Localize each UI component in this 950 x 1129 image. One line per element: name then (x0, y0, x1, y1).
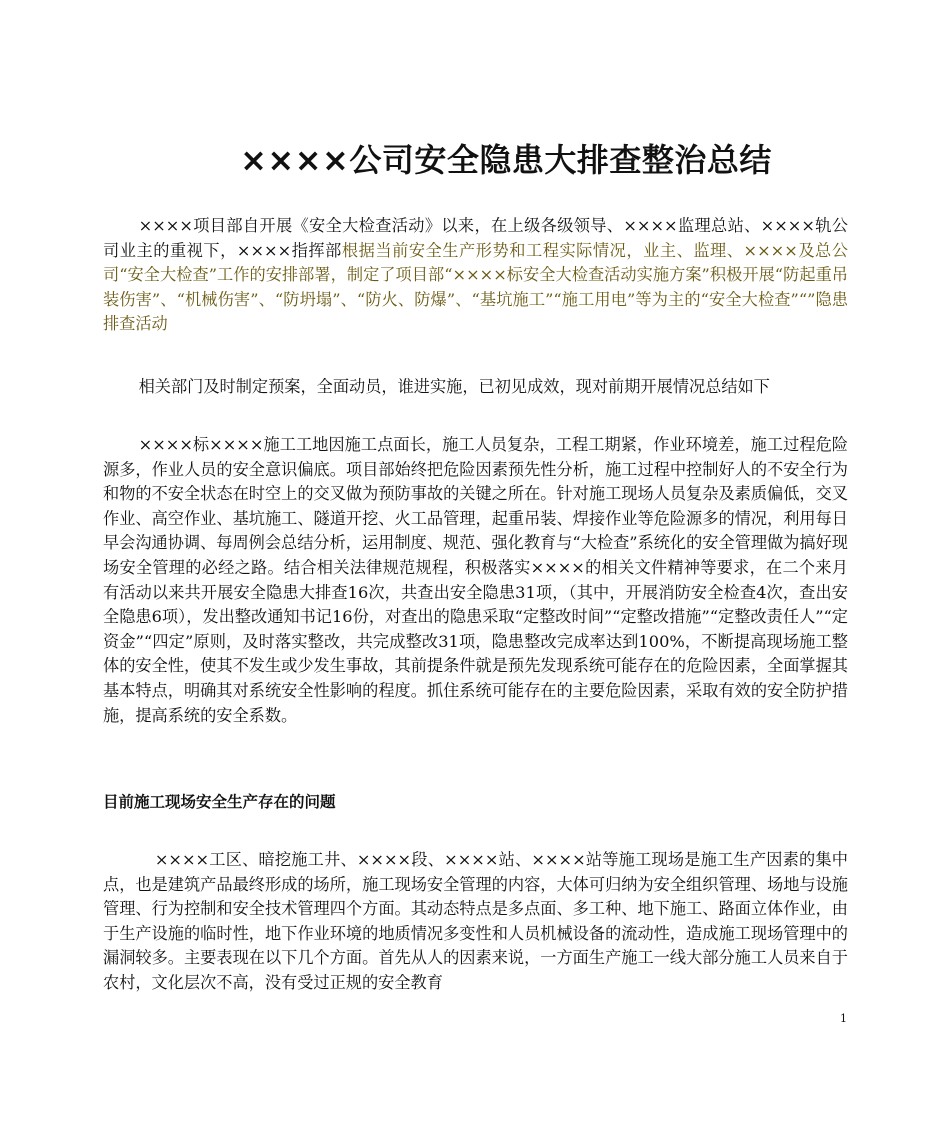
intro-paragraph-part-b: 根据当前安全生产形势和工程实际情况，业主、监理、××××及总公司“安全大检查”工作的安排部署，制定了项目部“××××标安全大检查活动实施方案”积极开展“防起重吊装伤害”、“机械伤害”、“防坍塌”、“防火、防爆”、“基坑施工”“施工用电”等为主的“安全大检查”“”隐患排查活动 (103, 240, 848, 334)
site-problems-paragraph: ××××工区、暗挖施工井、××××段、××××站、××××站等施工现场是施工生产因素的集中点，也是建筑产品最终形成的场所，施工现场安全管理的内容，大体可归纳为安全组织管理、场地与设施管理、行为控制和安全技术管理四个方面。其动态特点是多点面、多工种、地下施工、路面立体作业，由于生产设施的临时性，地下作业环境的地质情况多变性和人员机械设备的流动性，造成施工现场管理中的漏洞较多。主要表现在以下几个方面。首先从人的因素来说，一方面生产施工一线大部分施工人员来自于农村，文化层次不高，没有受过正规的安全教育 (103, 850, 848, 992)
intro-paragraph (103, 214, 848, 337)
intro-paragraph-part-a: ××××项目部自开展《安全大检查活动》以来，在上级各级领导、××××监理总站、××××轨公司业主的重视下，××××指挥部 (103, 216, 848, 260)
inspection-results-paragraph: ××××标××××施工工地因施工点面长，施工人员复杂，工程工期紧，作业环境差，施工过程危险源多，作业人员的安全意识偏底。项目部始终把危险因素预先性分析，施工过程中控制好人的不安全行为和物的不安全状态在时空上的交叉做为预防事故的关键之所在。针对施工现场人员复杂及素质偏低，交叉作业、高空作业、基坑施工、隧道开挖、火工品管理，起重吊装、焊接作业等危险源多的情况，利用每日早会沟通协调、每周例会总结分析，运用制度、规范、强化教育与“大检查”系统化的安全管理做为搞好现场安全管理的必经之路。结合相关法律规范规程，积极落实××××的相关文件精神等要求，在二个来月有活动以来共开展安全隐患大排查16次，共查出安全隐患31项，（其中，开展消防安全检查4次，查出安全隐患6项），发出整改通知书记16份，对查出的隐患采取“定整改时间”“定整改措施”“定整改责任人”“定资金”“四定”原则，及时落实整改，共完成整改31项，隐患整改完成率达到100%，不断提高现场施工整体的安全性，使其不发生或少发生事故，其前提条件就是预先发现系统可能存在的危险因素，全面掌握其基本特点，明确其对系统安全性影响的程度。抓住系统可能存在的主要危险因素，采取有效的安全防护措施，提高系统的安全系数。 (103, 435, 848, 725)
section-heading: 目前施工现场安全生产存在的问题 (103, 793, 336, 811)
document-title: ××××公司安全隐患大排查整治总结 (240, 141, 772, 179)
page-number: 1 (840, 1012, 847, 1025)
summary-intro-paragraph: 相关部门及时制定预案，全面动员，谁进实施，已初见成效，现对前期开展情况总结如下 (138, 377, 770, 396)
